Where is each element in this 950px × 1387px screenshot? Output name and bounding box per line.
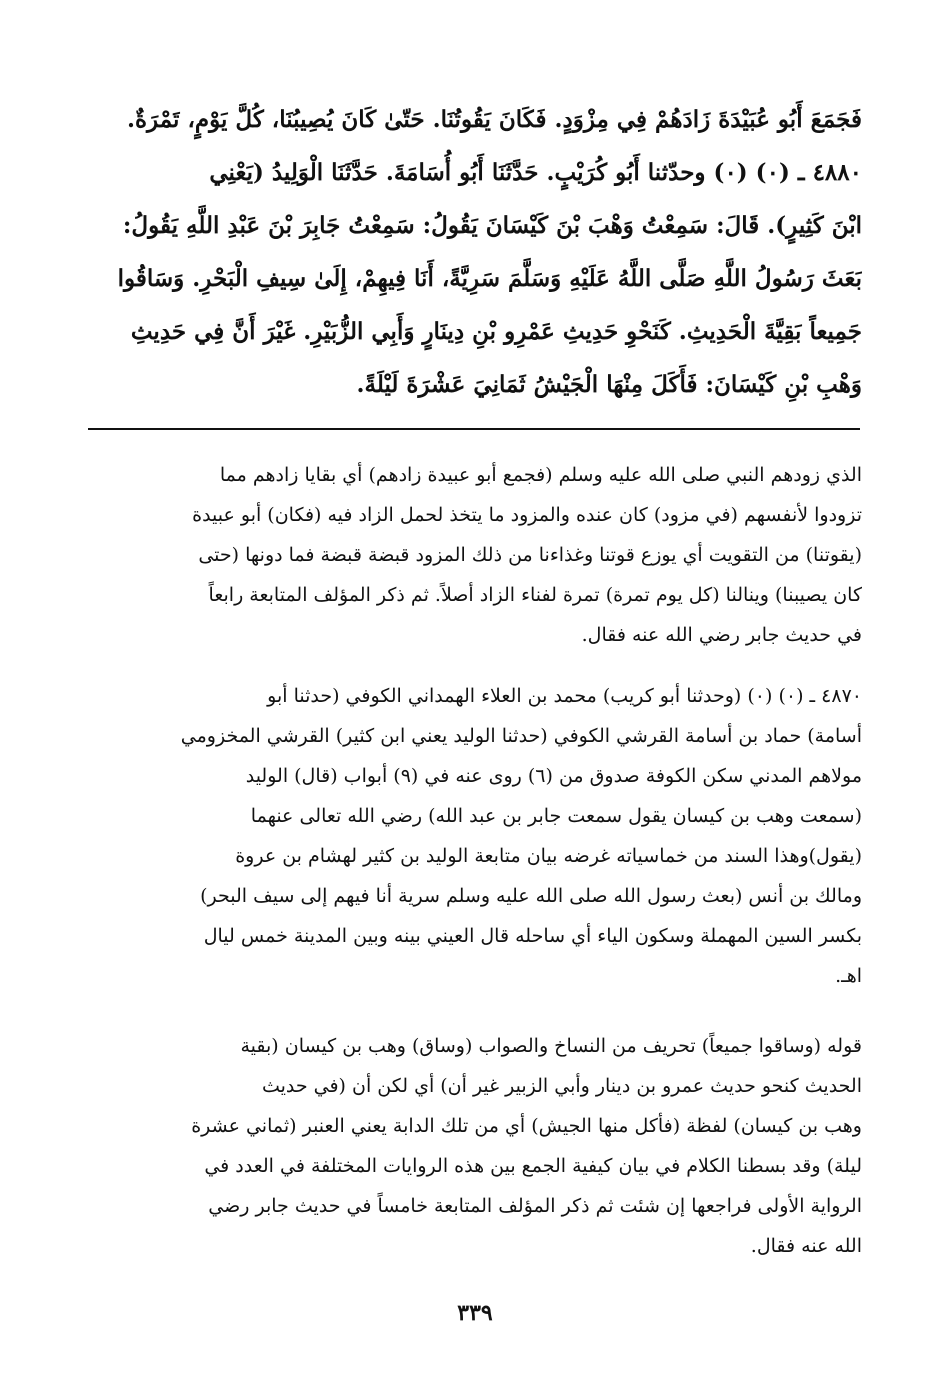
- commentary-paragraph-1: [90, 455, 862, 655]
- hadith-line: جَمِيعاً بَقِيَّةَ الْحَدِيثِ. كَنَحْوِ حَدِيثِ عَمْرِو بْنِ دِينَارٍ وَأَبِي الزُّبَيْرِ. غَيْرَ أَنَّ فِي حَدِيثِ: [130, 318, 862, 345]
- commentary-line: بكسر السين المهملة وسكون الياء أي ساحله قال العيني بينه وبين المدينة خمس ليال: [203, 925, 862, 947]
- commentary-line: (يقول)وهذا السند من خماسياته غرضه بيان متابعة الوليد بن كثير لهشام بن عروة: [235, 845, 862, 867]
- commentary-line: اهـ.: [835, 965, 862, 987]
- footnote-divider: [88, 428, 860, 430]
- commentary-line: (سمعت وهب بن كيسان يقول سمعت جابر بن عبد الله) رضي الله تعالى عنهما: [250, 805, 862, 827]
- commentary-line: الحديث كنحو حديث عمرو بن دينار وأبي الزبير غير أن) أي لكن أن (في حديث: [261, 1075, 862, 1097]
- commentary-paragraph-3: [90, 1026, 862, 1266]
- commentary-line: وهب بن كيسان) لفظة (فأكل منها الجيش) أي من تلك الدابة يعني العنبر (ثماني عشرة: [191, 1115, 862, 1137]
- hadith-line: وَهْبِ بْنِ كَيْسَانَ: فَأَكَلَ مِنْهَا الْجَيْشُ ثَمَانِيَ عَشْرَةَ لَيْلَةً.: [356, 371, 862, 398]
- commentary-line: الرواية الأولى فراجعها إن شئت ثم ذكر المؤلف المتابعة خامساً في حديث جابر رضي: [208, 1195, 862, 1217]
- hadith-line: ابْنَ كَثِيرٍ). قَالَ: سَمِعْتُ وَهْبَ بْنَ كَيْسَانَ يَقُولُ: سَمِعْتُ جَابِرَ بْنَ عَبْدِ اللَّهِ يَقُولُ:: [122, 212, 862, 239]
- hadith-line: فَجَمَعَ أَبُو عُبَيْدَةَ زَادَهُمْ فِي مِزْوَدٍ. فَكَانَ يَقُوتُنَا. حَتّىٰ كَانَ يُصِيبُنَا، كُلَّ يَوْمٍ، تَمْرَةٌ.: [127, 106, 862, 133]
- commentary-line: ومالك بن أنس (بعث رسول الله صلى الله عليه وسلم سرية أنا فيهم إلى سيف البحر): [200, 885, 862, 907]
- commentary-line: تزودوا لأنفسهم (في مزود) كان عنده والمزود ما يتخذ لحمل الزاد فيه (فكان) أبو عبيدة: [192, 504, 862, 526]
- hadith-line: ٤٨٨٠ ـ (٠) (٠) وحدّثنا أَبُو كُرَيْبٍ. حَدَّثَنَا أَبُو أُسَامَةَ. حَدَّثَنَا الْوَلِيدُ (يَعْنِي: [209, 159, 862, 186]
- commentary-line: الذي زودهم النبي صلى الله عليه وسلم (فجمع أبو عبيدة زادهم) أي بقايا زادهم مما: [219, 464, 862, 486]
- commentary-line: قوله (وساقوا جميعاً) تحريف من النساخ والصواب (وساق) وهب بن كيسان (بقية: [240, 1035, 862, 1057]
- commentary-line: كان يصيبنا) وينالنا (كل يوم تمرة) تمرة لفناء الزاد أصلاً. ثم ذكر المؤلف المتابعة رابعاً: [208, 584, 862, 606]
- commentary-line: ليلة) وقد بسطنا الكلام في بيان كيفية الجمع بين هذه الروايات المختلفة في العدد في: [204, 1155, 862, 1177]
- hadith-text: [90, 93, 862, 411]
- page-number: ٣٣٩: [457, 1300, 493, 1326]
- commentary-line: مولاهم المدني سكن الكوفة صدوق من (٦) روى عنه في (٩) أبواب (قال) الوليد: [245, 765, 862, 787]
- commentary-line: أسامة) حماد بن أسامة القرشي الكوفي (حدثنا الوليد يعني ابن كثير) القرشي المخزومي: [180, 725, 862, 747]
- commentary-line: الله عنه فقال.: [750, 1235, 862, 1257]
- commentary-line: ٤٨٧٠ ـ (٠) (٠) (وحدثنا أبو كريب) محمد بن العلاء الهمداني الكوفي (حدثنا أبو: [267, 685, 862, 707]
- hadith-line: بَعَثَ رَسُولُ اللَّهِ صَلَّى اللَّهُ عَلَيْهِ وَسَلَّمَ سَرِيَّةً، أَنَا فِيهِمْ، إِلَىٰ سِيفِ الْبَحْرِ. وَسَاقُوا: [117, 265, 862, 292]
- commentary-line: (يقوتنا) من التقويت أي يوزع قوتنا وغذاءنا من ذلك المزود قبضة قبضة فما دونها (حتى: [198, 544, 862, 566]
- commentary-line: في حديث جابر رضي الله عنه فقال.: [581, 624, 862, 646]
- commentary-paragraph-2: [90, 676, 862, 996]
